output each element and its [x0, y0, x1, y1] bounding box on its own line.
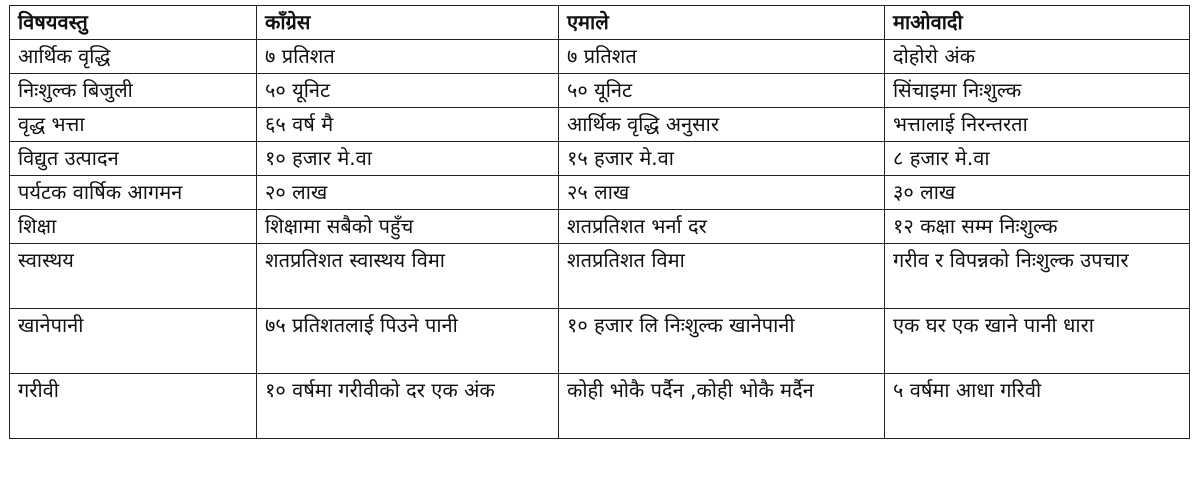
cell-congress: ६५ वर्ष मै — [257, 108, 559, 142]
cell-uml: शतप्रतिशत विमा — [559, 244, 885, 309]
cell-maoist: १२ कक्षा सम्म निःशुल्क — [885, 210, 1190, 244]
cell-maoist: भत्तालाई निरन्तरता — [885, 108, 1190, 142]
table-row — [10, 108, 1190, 142]
row-topic: आर्थिक वृद्धि — [10, 40, 257, 74]
table-row — [10, 40, 1190, 74]
cell-maoist: सिंचाइमा निःशुल्क — [885, 74, 1190, 108]
header-maoist: माओवादी — [885, 6, 1190, 40]
header-row — [10, 6, 1190, 40]
cell-congress: १० वर्षमा गरीवीको दर एक अंक — [257, 374, 559, 439]
row-topic: निःशुल्क बिजुली — [10, 74, 257, 108]
cell-uml: ५० यूनिट — [559, 74, 885, 108]
cell-uml: १५ हजार मे.वा — [559, 142, 885, 176]
row-topic: गरीवी — [10, 374, 257, 439]
table-row — [10, 210, 1190, 244]
cell-uml: २५ लाख — [559, 176, 885, 210]
row-topic: खानेपानी — [10, 309, 257, 374]
cell-maoist: दोहोरो अंक — [885, 40, 1190, 74]
header-congress: काँग्रेस — [257, 6, 559, 40]
table-row — [10, 244, 1190, 309]
table-row — [10, 176, 1190, 210]
row-topic: पर्यटक वार्षिक आगमन — [10, 176, 257, 210]
cell-congress: २० लाख — [257, 176, 559, 210]
cell-maoist: गरीव र विपन्नको निःशुल्क उपचार — [885, 244, 1190, 309]
row-topic: विद्युत उत्पादन — [10, 142, 257, 176]
cell-maoist: ३० लाख — [885, 176, 1190, 210]
table-row — [10, 74, 1190, 108]
row-topic: स्वास्थय — [10, 244, 257, 309]
cell-congress: ७५ प्रतिशतलाई पिउने पानी — [257, 309, 559, 374]
comparison-table — [9, 5, 1190, 439]
cell-congress: ७ प्रतिशत — [257, 40, 559, 74]
cell-uml: आर्थिक वृद्धि अनुसार — [559, 108, 885, 142]
cell-congress: ५० यूनिट — [257, 74, 559, 108]
table-row — [10, 374, 1190, 439]
cell-congress: शिक्षामा सबैको पहुँच — [257, 210, 559, 244]
header-topic: विषयवस्तु — [10, 6, 257, 40]
cell-maoist: ५ वर्षमा आधा गरिवी — [885, 374, 1190, 439]
cell-congress: १० हजार मे.वा — [257, 142, 559, 176]
header-uml: एमाले — [559, 6, 885, 40]
cell-uml: ७ प्रतिशत — [559, 40, 885, 74]
cell-maoist: एक घर एक खाने पानी धारा — [885, 309, 1190, 374]
cell-maoist: ८ हजार मे.वा — [885, 142, 1190, 176]
row-topic: शिक्षा — [10, 210, 257, 244]
cell-congress: शतप्रतिशत स्वास्थय विमा — [257, 244, 559, 309]
table-row — [10, 309, 1190, 374]
cell-uml: १० हजार लि निःशुल्क खानेपानी — [559, 309, 885, 374]
cell-uml: कोही भोकै पर्दैन ,कोही भोकै मर्दैन — [559, 374, 885, 439]
cell-uml: शतप्रतिशत भर्ना दर — [559, 210, 885, 244]
row-topic: वृद्ध भत्ता — [10, 108, 257, 142]
table-row — [10, 142, 1190, 176]
